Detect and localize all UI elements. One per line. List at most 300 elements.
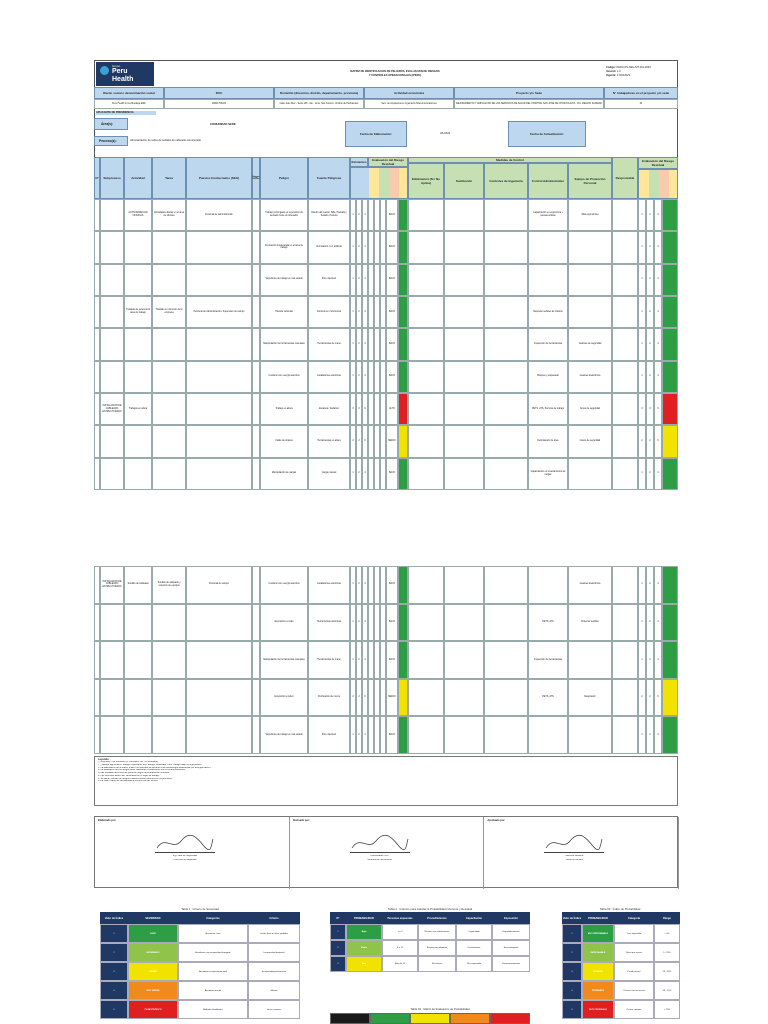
table-cell-rut [252, 641, 260, 679]
legend-cell: Muerte [248, 981, 300, 1000]
table-cell-fr: 6 [654, 679, 662, 717]
table-cell-fr: 4 [654, 566, 662, 604]
table-cell-resp [612, 566, 638, 604]
table-cell-peligro: Manipulación de herramientas manuales [260, 641, 308, 679]
table-cell-adm: Inspección de herramientas [528, 328, 568, 360]
table-cell-peligro: Manipulación de herramientas manuales [260, 328, 308, 360]
logo-line1: Grupo [112, 64, 121, 68]
legend-cell: Accidente con incapacidad temporal [178, 943, 248, 962]
legend-cell: 4 a 12 [382, 940, 418, 956]
legend-head-cell: SEVERIDAD [128, 912, 178, 924]
matrix-swatch [370, 1013, 410, 1024]
doc-title-line2: Y CONTROLES OPERACIONALES (IPERC) [368, 74, 422, 77]
legend-cell: 1 [100, 924, 128, 943]
th-fuente: Fuente Peligrosa [308, 157, 350, 199]
table-cell-sub: INSTALACION DE CABLEADO ESTRUCTURADO [100, 566, 124, 604]
table-cell-col [398, 199, 408, 231]
table-cell-resp [612, 361, 638, 393]
table-cell-r: 4 [362, 231, 368, 263]
company-value-cell: 64 [604, 99, 678, 109]
table-cell-fp: 2 [638, 425, 646, 457]
table-cell-sust [444, 679, 484, 717]
table-cell-fcol [662, 296, 678, 328]
table-cell-tarea [152, 393, 186, 425]
signature-scribble [350, 833, 410, 853]
table-cell-puesto [186, 604, 252, 642]
logo-line2: Peru [112, 68, 128, 75]
table-cell-act [124, 679, 152, 717]
table-cell-resp [612, 679, 638, 717]
table-cell-peligro: Trabajo prolongado en la posición de sentado frente al ordenador [260, 199, 308, 231]
table-cell-s: 2 [356, 641, 362, 679]
table-cell-r: 4 [362, 641, 368, 679]
legend-cell: POSIBLE [582, 962, 614, 981]
table-cell-epp [568, 458, 612, 490]
table-cell-act: Tendido de cableado [124, 566, 152, 604]
legend-cell: 2 [562, 943, 582, 962]
process-value: Administración de redes de señales de cableado estructurado [130, 139, 202, 142]
table-cell-tarea: Traslado en vehículo de la empresa [152, 296, 186, 328]
signature-label: Aprobado por: [487, 819, 506, 822]
table-cell-fr: 4 [654, 296, 662, 328]
table-cell-sust [444, 425, 484, 457]
legend-cell: MUY IMPROBABLE [582, 924, 614, 943]
table-cell-act [124, 361, 152, 393]
legend-cell: CATASTRÓFICO [128, 1000, 178, 1019]
table-cell-adm: PETS, ATS [528, 604, 568, 642]
table-cell-sub [100, 641, 124, 679]
legend-head-cell: Procedimientos [418, 912, 456, 924]
area-value: COMUNIDAD SEDE [210, 123, 236, 126]
table-cell-lvl: BAJO [386, 566, 398, 604]
table-cell-puesto [186, 425, 252, 457]
table-cell-rut [252, 296, 260, 328]
table-cell-fcol [662, 425, 678, 457]
table-cell-fs: 2 [646, 566, 654, 604]
signature-caption: Gerencia General [565, 859, 583, 861]
table-cell-peligro: Superficies de trabajo en mal estado [260, 716, 308, 754]
table-cell-rut [252, 604, 260, 642]
table-cell-fs: 2 [646, 361, 654, 393]
table-cell-act: Trabajos en altura [124, 393, 152, 425]
table-cell-rut [252, 716, 260, 754]
signature-name: Coordinador SST [370, 855, 389, 857]
table-cell-elim [408, 328, 444, 360]
table-cell-resp [612, 296, 638, 328]
table-cell-ing [484, 296, 528, 328]
table-cell-ing [484, 328, 528, 360]
table-cell-r: 4 [362, 566, 368, 604]
th-rotated-strip [350, 167, 408, 199]
table-cell-ing [484, 641, 528, 679]
table-cell-s: 2 [356, 231, 362, 263]
table-cell-ing [484, 199, 528, 231]
th-epp: Equipo de Protección Personal [568, 163, 612, 199]
table-cell-r: 4 [362, 328, 368, 360]
table-cell-peligro: Manipulación de cargas [260, 458, 308, 490]
table-cell-col [398, 264, 408, 296]
table-cell-fs: 2 [646, 231, 654, 263]
table-cell-fuente: Iluminación: Luz artificial [308, 231, 350, 263]
note-line: (**) Riesgo significativo: Riesgo Importante, MO: Riesgo Moderado, RBS: Riesgo Bajo no significativo [98, 763, 202, 766]
th-eval-riesgo: Evaluación del Riesgo Residual [368, 157, 408, 167]
legend-cell: Accidente incapacitante total [178, 962, 248, 981]
logo-line3: Health [112, 76, 134, 83]
signature-name: Ing. Jefe de Seguridad [172, 855, 198, 857]
company-header-cell: Proyecto y/o Sede [454, 87, 604, 99]
note-line: 1. La elaboración de la matriz IPERC se realizará de acuerdo a la metodología establecida por la organización. [98, 766, 211, 769]
process-label: Proceso(s): [99, 139, 117, 143]
table-cell-tarea [152, 425, 186, 457]
table-cell-lvl: BAJO [386, 458, 398, 490]
table-cell-puesto: Personal de Administración [186, 199, 252, 231]
signature-column [484, 817, 679, 889]
table-cell-epp: Guantes dieléctricos [568, 361, 612, 393]
table-cell-p: 1 [350, 264, 356, 296]
legend-cell: 3 [100, 962, 128, 981]
table-cell-lvl: BAJO [386, 361, 398, 393]
legend-cell: Accidente mortal [178, 981, 248, 1000]
table-cell-epp [568, 641, 612, 679]
table-cell-fr: 6 [654, 425, 662, 457]
table-cell-p: 1 [350, 458, 356, 490]
company-value-cell: Calle Juan Diez - Sede 245 - Ate - Lima, San Antonio - Distrito de Pachacutec [274, 99, 364, 109]
th-eval-final: Evaluación del Riesgo Residual [638, 157, 678, 169]
table-cell-fuente: Diseño del puesto: Silla, Pantalla y Teclado, Postura [308, 199, 350, 231]
legend-cell: No capacitado [456, 956, 492, 972]
legend-cell: 2 [100, 943, 128, 962]
legend-t4-title: Tabla 04 : Matriz de Evaluación de Probabilidad [410, 1007, 470, 1011]
table-cell-s: 2 [356, 361, 362, 393]
table-cell-sust [444, 361, 484, 393]
table-cell-s: 2 [356, 425, 362, 457]
table-cell-lvl: MEDIO [386, 425, 398, 457]
legend-cell: 50 - 75% [654, 981, 680, 1000]
table-cell-s: 2 [356, 296, 362, 328]
table-cell-rut [252, 328, 260, 360]
table-cell-peligro: Contacto con energía eléctrica [260, 566, 308, 604]
table-cell-fuente: Herramientas en altura [308, 425, 350, 457]
table-cell-lvl: BAJO [386, 296, 398, 328]
table-cell-tarea: Tendido de cableado y conexión de equipos [152, 566, 186, 604]
table-cell-ing [484, 679, 528, 717]
table-cell-tarea [152, 264, 186, 296]
table-cell-epp: Guantes de seguridad [568, 328, 612, 360]
legend-cell: MUY PROBABLE [582, 1000, 614, 1019]
th-subproceso: Subproceso [100, 157, 124, 199]
table-cell-p: 2 [350, 425, 356, 457]
table-cell-fs: 2 [646, 328, 654, 360]
table-cell-act [124, 604, 152, 642]
table-cell-puesto [186, 641, 252, 679]
date-value: 17/03/2023 [616, 74, 630, 77]
company-value-cell: Peru Health Int La Moraleja EIRL [94, 99, 164, 109]
table-cell-fs: 2 [646, 716, 654, 754]
table-cell-tarea [152, 679, 186, 717]
company-value-cell: MEJORAMIENTO Y AMPLIACION DE LOS SERVICIOS DE SALUD DEL HOSPITAL SAN JOSE DE CHINCHA ALTA - ICA, REGION SANIDAD [454, 99, 604, 109]
version-label: Versión: [606, 70, 617, 73]
legend-cell: 5 [100, 1000, 128, 1019]
legend-table-probability-index [562, 912, 680, 1024]
table-cell-rut [252, 231, 260, 263]
table-cell-peligro: Superficies de trabajo en mal estado [260, 264, 308, 296]
th-actividad: Actividad [124, 157, 152, 199]
table-cell-ing [484, 425, 528, 457]
table-cell-fs: 2 [646, 458, 654, 490]
signature-caption: Dirección de Seguridad [173, 859, 197, 861]
notes-block [94, 756, 678, 806]
signature-scribble [155, 833, 215, 853]
th-sustitucion: Sustitución [444, 163, 484, 199]
table-cell-fr: 4 [654, 361, 662, 393]
legend-table-severity [100, 912, 300, 1024]
legend-cell: Alta [346, 956, 382, 972]
table-cell-col [398, 231, 408, 263]
table-cell-fuente: Piso: desnivel [308, 264, 350, 296]
legend-cell: 1 [562, 924, 582, 943]
table-cell-puesto [186, 264, 252, 296]
legend-cell: Eventualmente [492, 940, 530, 956]
th-eliminacion: Eliminación (Si / No Aplica) [408, 163, 444, 199]
table-cell-tarea [152, 716, 186, 754]
legend-head-cell: Rango [654, 912, 680, 924]
table-cell-r: 4 [362, 361, 368, 393]
legend-table-matrix [330, 1013, 530, 1024]
signature-label: Elaborado por: [98, 819, 117, 822]
legend-head-cell: Personas expuestas [382, 912, 418, 924]
legend-cell: Casi imposible [614, 924, 654, 943]
table-cell-fp: 1 [638, 641, 646, 679]
table-cell-fs: 2 [646, 604, 654, 642]
company-header-cell: Razón social o denominación social [94, 87, 164, 99]
table-cell-act [124, 641, 152, 679]
matrix-swatch [330, 1013, 370, 1024]
table-cell-adm: Delimitación de área [528, 425, 568, 457]
matrix-swatch [490, 1013, 530, 1024]
table-cell-elim [408, 566, 444, 604]
table-cell-resp [612, 231, 638, 263]
table-cell-act: Traslado de personal al área de trabajo [124, 296, 152, 328]
legend-t1-title: Tabla 1 : Criterio de Severidad [181, 907, 219, 911]
table-cell-lvl: BAJO [386, 199, 398, 231]
legend-head-cell: Categorías [178, 912, 248, 924]
table-cell-fs: 2 [646, 641, 654, 679]
table-cell-adm: Respetar señales de tránsito [528, 296, 568, 328]
notes-list [98, 761, 674, 783]
table-cell-sust [444, 328, 484, 360]
legend-cell: 2 [330, 940, 346, 956]
table-cell-sub [100, 296, 124, 328]
company-value-cell: Serv. de Arquitectura e Ingeniería Telecomunicaciones [364, 99, 454, 109]
table-cell-adm [528, 264, 568, 296]
table-cell-sub [100, 679, 124, 717]
table-cell-fr: 4 [654, 264, 662, 296]
table-cell-puesto [186, 679, 252, 717]
table-cell-peligro: Exposición a polvo [260, 679, 308, 717]
table-cell-fuente: Instalaciones eléctricas [308, 566, 350, 604]
table-cell-r: 6 [362, 425, 368, 457]
table-cell-epp: Protector auditivo [568, 604, 612, 642]
table-cell-elim [408, 296, 444, 328]
note-line: (*) Rutinario / No Rutinario (R: Rutinario, NR: No Rutinario) [98, 761, 158, 764]
table-cell-elim [408, 679, 444, 717]
table-cell-fs: 2 [646, 425, 654, 457]
th-peligro: Peligro [260, 157, 308, 199]
table-cell-col [398, 566, 408, 604]
table-cell-rut [252, 458, 260, 490]
th-rutinario: Rutinario / No Rutinario [252, 157, 260, 199]
table-cell-fcol [662, 458, 678, 490]
company-values [94, 99, 678, 109]
legend-cell: PROBABLE [582, 981, 614, 1000]
table-cell-tarea [152, 231, 186, 263]
table-cell-sub [100, 716, 124, 754]
table-cell-act [124, 264, 152, 296]
table-cell-r: 4 [362, 264, 368, 296]
table-cell-resp [612, 425, 638, 457]
legend-cell: Múltiples fatalidades [178, 1000, 248, 1019]
table-cell-s: 2 [356, 199, 362, 231]
legend-cell: 25 - 50% [654, 962, 680, 981]
signature-icon [544, 833, 604, 853]
table-cell-tarea [152, 641, 186, 679]
table-cell-elim [408, 199, 444, 231]
table-cell-sub [100, 458, 124, 490]
risk-table-body-page1 [94, 199, 678, 490]
table-cell-fr: 4 [654, 716, 662, 754]
table-cell-fp: 1 [638, 716, 646, 754]
table-cell-sust [444, 393, 484, 425]
table-cell-sust [444, 199, 484, 231]
table-cell-puesto [186, 393, 252, 425]
legend-cell: Esporádicamente [492, 924, 530, 940]
table-cell-fr: 4 [654, 604, 662, 642]
legend-cell: 5 - 25% [654, 943, 680, 962]
table-cell-puesto [186, 361, 252, 393]
signature-column [290, 817, 485, 889]
table-cell-s: 2 [356, 679, 362, 717]
table-cell-fp: 1 [638, 566, 646, 604]
table-cell-ing [484, 393, 528, 425]
signature-column [95, 817, 290, 889]
table-cell-fcol [662, 264, 678, 296]
table-cell-lvl: BAJO [386, 264, 398, 296]
table-cell-sub: INSTALACION DE CABLEADO ESTRUCTURADO [100, 393, 124, 425]
legend-cell: MUY GRAVE [128, 981, 178, 1000]
legend-head-cell: Criterio [248, 912, 300, 924]
fecha-act-label: Fecha de Actualización: [508, 121, 586, 147]
company-value-cell: 20601753181 [164, 99, 274, 109]
table-cell-p: 1 [350, 199, 356, 231]
table-cell-act [124, 716, 152, 754]
th-ingenieria: Controles de Ingeniería [484, 163, 528, 199]
legend-cell: Ocurre con frecuencia [614, 981, 654, 1000]
code-value: PERU-PS-SEG-MT-001-2023 [616, 66, 651, 69]
th-final-strip [638, 169, 678, 199]
table-cell-r: 4 [362, 296, 368, 328]
table-cell-epp: Respirador [568, 679, 612, 717]
code-label: Código: [606, 66, 616, 69]
table-cell-elim [408, 641, 444, 679]
legend-head-cell: Categoría [614, 912, 654, 924]
table-cell-col [398, 425, 408, 457]
table-cell-p: 2 [350, 679, 356, 717]
table-cell-adm [528, 566, 568, 604]
legend-cell: No existen [418, 956, 456, 972]
table-cell-fp: 1 [638, 361, 646, 393]
table-cell-peligro: Caída de objetos [260, 425, 308, 457]
risk-table-header [94, 157, 678, 199]
legend-cell: Incapacidad temporal [248, 943, 300, 962]
table-cell-epp [568, 231, 612, 263]
table-cell-fcol [662, 566, 678, 604]
table-cell-s: 2 [356, 458, 362, 490]
table-cell-tarea [152, 604, 186, 642]
table-cell-r: 6 [362, 679, 368, 717]
legend-cell: 5 [562, 1000, 582, 1019]
table-cell-fuente: Instalaciones eléctricas [308, 361, 350, 393]
legend-cell: Ocurre siempre [614, 1000, 654, 1019]
legend-t3-title: Tabla 03 : Índice de Probabilidad [599, 907, 641, 911]
table-cell-lvl: MEDIO [386, 679, 398, 717]
table-cell-ing [484, 361, 528, 393]
table-cell-sust [444, 264, 484, 296]
table-cell-rut [252, 679, 260, 717]
legend-cell: Raro que ocurra [614, 943, 654, 962]
table-cell-sub [100, 231, 124, 263]
table-cell-fuente: Vehículo en movimiento [308, 296, 350, 328]
table-cell-epp [568, 264, 612, 296]
table-cell-adm: PETS, ATS, Permiso de trabajo [528, 393, 568, 425]
table-cell-p: 1 [350, 566, 356, 604]
table-cell-resp [612, 393, 638, 425]
table-cell-p: 1 [350, 296, 356, 328]
table-cell-act [124, 458, 152, 490]
table-cell-ing [484, 604, 528, 642]
table-cell-fr: 9 [654, 393, 662, 425]
table-cell-r: 4 [362, 458, 368, 490]
table-cell-fp: 1 [638, 199, 646, 231]
table-cell-elim [408, 604, 444, 642]
table-cell-fcol [662, 361, 678, 393]
fecha-elab-label: Fecha de Elaboración: [345, 121, 407, 147]
legend-cell: Varias muertes [248, 1000, 300, 1019]
table-cell-fuente: Escalera / Andamio [308, 393, 350, 425]
table-cell-tarea [152, 458, 186, 490]
table-cell-resp [612, 641, 638, 679]
table-cell-fs: 2 [646, 679, 654, 717]
table-cell-puesto [186, 458, 252, 490]
legend-cell: Parcialmente [456, 940, 492, 956]
doc-date [606, 74, 676, 77]
table-cell-sust [444, 231, 484, 263]
table-cell-rut [252, 425, 260, 457]
table-cell-sub [100, 361, 124, 393]
table-cell-peligro: Trabajo en altura [260, 393, 308, 425]
table-cell-adm: PETS, ATS [528, 679, 568, 717]
process-label-cell [94, 136, 128, 146]
table-cell-sub [100, 328, 124, 360]
version-value: 1.0 [616, 70, 621, 73]
table-cell-fuente: Piso: desnivel [308, 716, 350, 754]
legend-head-cell: Exposición [492, 912, 530, 924]
table-cell-sub [100, 425, 124, 457]
doc-code [606, 66, 676, 69]
table-cell-epp: Guantes dieléctricos [568, 566, 612, 604]
table-cell-epp [568, 716, 612, 754]
table-cell-elim [408, 264, 444, 296]
table-cell-ing [484, 458, 528, 490]
